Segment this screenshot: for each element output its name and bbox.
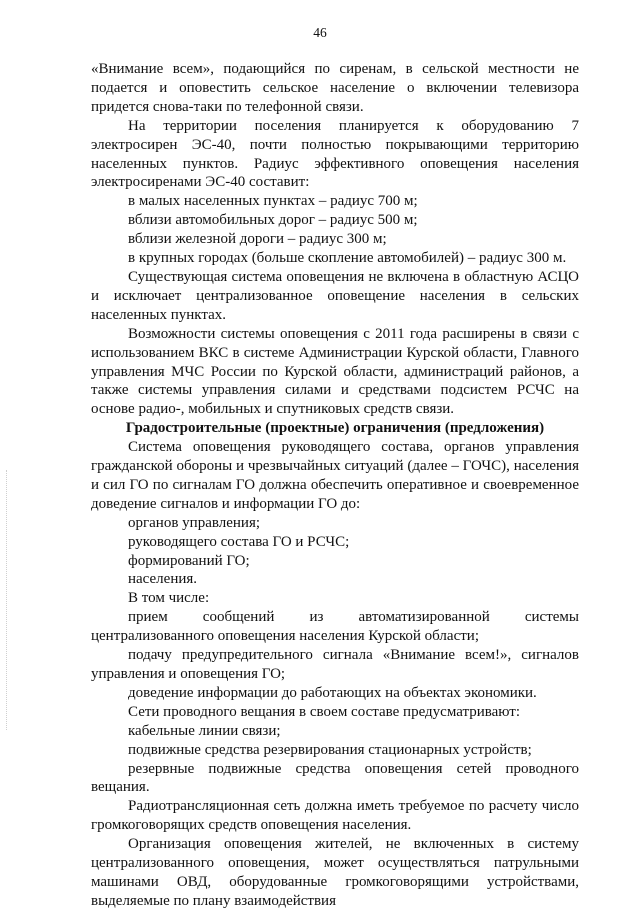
paragraph: На территории поселения планируется к оборудованию 7 электросирен ЭС-40, почти полностью покрывающими территорию населенных пунктов. Радиус эффективного оповещения населения электросиренами ЭС-40 составит:: [91, 117, 579, 191]
list-item: в малых населенных пунктах – радиус 700 м;: [128, 193, 418, 210]
paragraph: Организация оповещения жителей, не включенных в систему централизованного оповещения, может осуществляться патрульными машинами ОВД, оборудованные громкоговорящими устройствами, выделяемые по плану взаимодействия: [91, 836, 579, 909]
list-item: в крупных городах (больше скопление автомобилей) – радиус 300 м.: [128, 250, 567, 267]
paragraph: Система оповещения руководящего состава, органов управления гражданской обороны и чрезвычайных ситуаций (далее – ГОЧС), населения и сил ГО по сигналам ГО должна обеспечить оперативное и своевременное доведение сигналов и информации ГО до:: [91, 439, 579, 512]
section-heading: Градостроительные (проектные) ограничения (предложения): [125, 420, 545, 437]
list-item: органов управления;: [128, 514, 261, 531]
list-item: доведение информации до работающих на объектах экономики.: [128, 684, 537, 701]
scan-margin-mark: [6, 470, 8, 730]
paragraph: прием сообщений из автоматизированной системы централизованного оповещения населения Курской области;: [91, 609, 579, 645]
paragraph: подачу предупредительного сигнала «Внимание всем!», сигналов управления и оповещения ГО;: [91, 647, 579, 682]
paragraph: Возможности системы оповещения с 2011 года расширены в связи с использованием ВКС в системе Администрации Курской области, Главного управления МЧС России по Курской области, администраций районов, а также системы управления силами и средствами подсистем РСЧС на основе радио-, мобильных и спутниковых средств связи.: [91, 325, 579, 418]
page-number: 46: [313, 25, 327, 40]
list-item: руководящего состава ГО и РСЧС;: [128, 533, 350, 550]
list-item: вблизи железной дороги – радиус 300 м;: [128, 231, 387, 248]
paragraph: «Внимание всем», подающийся по сиренам, в сельской местности не подается и оповестить сельское население о включении телевизора придется снова-таки по телефонной связи.: [91, 61, 579, 115]
list-item: кабельные линии связи;: [128, 722, 281, 739]
list-item: вблизи автомобильных дорог – радиус 500 м;: [128, 212, 418, 229]
document-body: [91, 60, 579, 911]
paragraph: Радиотрансляционная сеть должна иметь требуемое по расчету число громкоговорящих средств оповещения населения.: [91, 798, 579, 834]
paragraph: Существующая система оповещения не включена в областную АСЦО и исключает централизованное оповещение населения в сельских населенных пунктах.: [91, 268, 579, 323]
list-item: Сети проводного вещания в своем составе предусматривают:: [128, 703, 521, 720]
list-item: подвижные средства резервирования стационарных устройств;: [128, 741, 532, 758]
paragraph: резервные подвижные средства оповещения сетей проводного вещания.: [91, 760, 579, 796]
list-item: В том числе:: [128, 590, 210, 607]
list-item: формирований ГО;: [128, 552, 250, 569]
list-item: населения.: [128, 571, 198, 588]
